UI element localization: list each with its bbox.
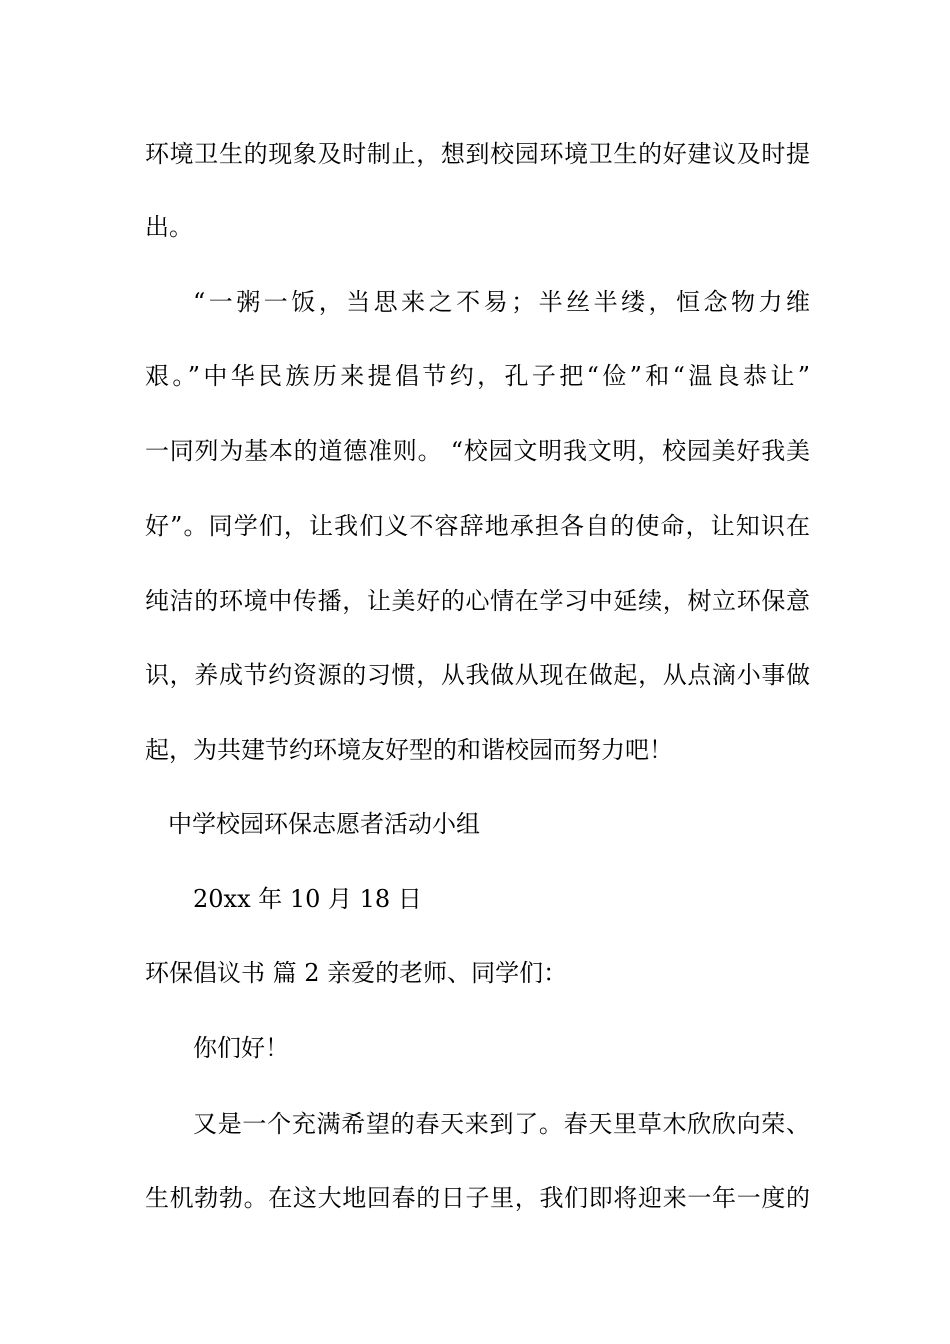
paragraph-line: “一粥一饭，当思来之不易；半丝半缕，恒念物力维 (193, 288, 810, 316)
paragraph-line: 出。 (145, 213, 193, 241)
paragraph-line: 艰。”中华民族历来提倡节约，孔子把“俭”和“温良恭让” (145, 362, 810, 390)
paragraph-line: 环境卫生的现象及时制止，想到校园环境卫生的好建议及时提 (145, 140, 810, 168)
paragraph-line: 生机勃勃。在这大地回春的日子里，我们即将迎来一年一度的 (145, 1184, 810, 1212)
section-heading: 环保倡议书 篇 2 亲爱的老师、同学们： (145, 959, 568, 987)
signature-date: 20xx 年 10 月 18 日 (193, 885, 422, 913)
paragraph-line: 识，养成节约资源的习惯，从我做从现在做起，从点滴小事做 (145, 661, 810, 689)
paragraph-line: 又是一个充满希望的春天来到了。春天里草木欣欣向荣、 (193, 1110, 810, 1138)
paragraph-line: 纯洁的环境中传播，让美好的心情在学习中延续，树立环保意 (145, 587, 810, 615)
paragraph-line: 起，为共建节约环境友好型的和谐校园而努力吧！ (145, 736, 673, 764)
paragraph-line: 一同列为基本的道德准则。 “校园文明我文明，校园美好我美 (145, 437, 810, 465)
signature-organization: 中学校园环保志愿者活动小组 (168, 810, 480, 838)
greeting-line: 你们好！ (193, 1034, 289, 1062)
paragraph-line: 好”。同学们，让我们义不容辞地承担各自的使命，让知识在 (145, 512, 810, 540)
